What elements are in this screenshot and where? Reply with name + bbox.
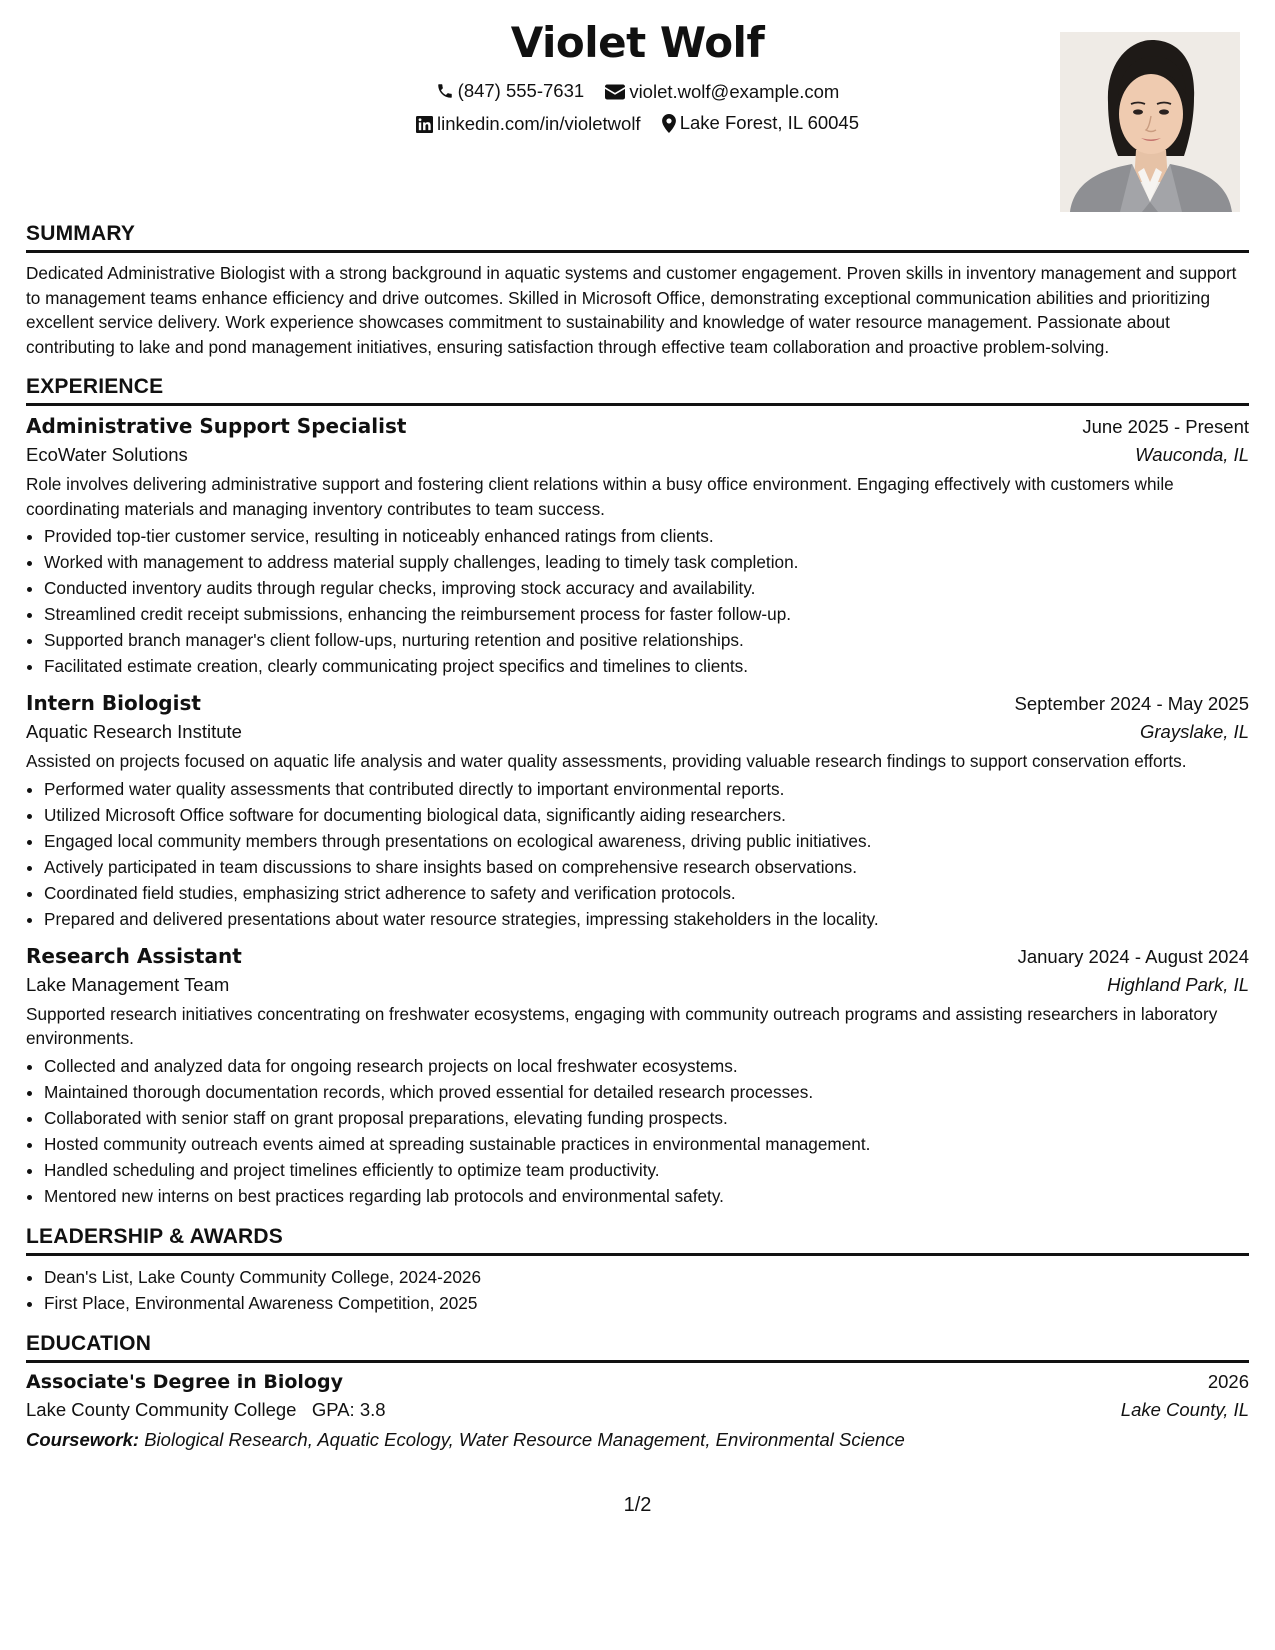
- job-company: Lake Management Team: [26, 973, 230, 995]
- envelope-icon: [605, 84, 625, 100]
- job-bullet: • Actively participated in team discussions to share insights based on comprehensive research observations.: [44, 854, 1249, 880]
- map-pin-icon: [662, 114, 676, 133]
- leadership-heading: LEADERSHIP & AWARDS: [26, 1225, 1249, 1256]
- portrait-image: [1060, 32, 1240, 212]
- job-bullet: • Engaged local community members through presentations on ecological awareness, driving public initiatives.: [44, 828, 1249, 854]
- job-dates: January 2024 - August 2024: [1017, 945, 1249, 967]
- job-bullet: • Maintained thorough documentation records, which proved essential for detailed research processes.: [44, 1079, 1249, 1105]
- resume-header: [26, 0, 1249, 222]
- job-bullets: [26, 523, 1249, 679]
- school-line: [26, 1399, 386, 1421]
- job-bullet: • Mentored new interns on best practices regarding lab protocols and environmental safety.: [44, 1183, 1249, 1209]
- summary-section: [26, 222, 1249, 359]
- job-bullet: • Streamlined credit receipt submissions, enhancing the reimbursement process for faster follow-up.: [44, 601, 1249, 627]
- summary-text: Dedicated Administrative Biologist with a strong background in aquatic systems and customer engagement. Proven skills in inventory management and support to management teams enhance efficiency and drive outcomes. Skilled in Microsoft Office, demonstrating exceptional communication abilities and prioritizing excellent service delivery. Work experience showcases commitment to sustainability and knowledge of water resource management. Passionate about contributing to lake and pond management initiatives, ensuring satisfaction through effective team collaboration and proactive problem-solving.: [26, 263, 1237, 357]
- contact-location: [662, 112, 859, 134]
- profile-photo: [1060, 32, 1240, 212]
- resume-page: [26, 0, 1249, 1650]
- job-bullet: • Conducted inventory audits through regular checks, improving stock accuracy and availability.: [44, 575, 1249, 601]
- job-bullet: • Hosted community outreach events aimed at spreading sustainable practices in environmental management.: [44, 1131, 1249, 1157]
- contact-linkedin[interactable]: [416, 113, 641, 135]
- job-bullet: • Utilized Microsoft Office software for documenting biological data, significantly aiding researchers.: [44, 802, 1249, 828]
- summary-heading: SUMMARY: [26, 222, 1249, 253]
- email-text: violet.wolf@example.com: [629, 81, 840, 102]
- job-entry: [26, 691, 1249, 932]
- education-heading: EDUCATION: [26, 1332, 1249, 1363]
- awards-list: [26, 1264, 1249, 1316]
- linkedin-text: linkedin.com/in/violetwolf: [436, 113, 641, 134]
- page-number: 1/2: [623, 1494, 652, 1516]
- contact-phone: [436, 80, 585, 102]
- graduation-year: 2026: [1207, 1370, 1249, 1392]
- job-title: Administrative Support Specialist: [26, 414, 407, 438]
- job-bullet: • Worked with management to address material supply challenges, leading to timely task completion.: [44, 549, 1249, 575]
- candidate-name: Violet Wolf: [510, 18, 765, 67]
- gpa: GPA: 3.8: [311, 1398, 386, 1420]
- job-entry: [26, 414, 1249, 679]
- linkedin-icon: [416, 116, 433, 133]
- job-bullet: • Performed water quality assessments that contributed directly to important environmental reports.: [44, 776, 1249, 802]
- job-location: Highland Park, IL: [1107, 973, 1249, 995]
- job-description: Supported research initiatives concentrating on freshwater ecosystems, engaging with community outreach programs and assisting researchers in laboratory environments.: [26, 1003, 1218, 1048]
- job-bullets: [26, 1053, 1249, 1209]
- job-bullet: • Handled scheduling and project timelines efficiently to optimize team productivity.: [44, 1157, 1249, 1183]
- coursework-label: Coursework:: [26, 1428, 140, 1450]
- job-title: Research Assistant: [26, 943, 242, 968]
- school-location: Lake County, IL: [1120, 1398, 1249, 1420]
- experience-section: [26, 375, 1249, 1209]
- job-location: Grayslake, IL: [1140, 721, 1249, 742]
- job-description: Role involves delivering administrative support and fostering client relations within a busy office environment. Engaging effectively with customers while coordinating materials and managing inventory contributes to team success.: [26, 474, 1174, 519]
- job-dates: June 2025 - Present: [1082, 416, 1249, 437]
- contact-email[interactable]: [605, 81, 839, 103]
- school-name: Lake County Community College: [26, 1398, 297, 1420]
- job-location: Wauconda, IL: [1135, 444, 1249, 465]
- phone-icon: [436, 82, 454, 100]
- leadership-section: [26, 1225, 1249, 1316]
- job-company: EcoWater Solutions: [26, 444, 188, 465]
- job-bullet: • Facilitated estimate creation, clearly communicating project specifics and timelines to clients.: [44, 653, 1249, 679]
- job-entry: [26, 944, 1249, 1209]
- job-bullet: • Collected and analyzed data for ongoing research projects on local freshwater ecosystems.: [44, 1053, 1249, 1079]
- award-item: • First Place, Environmental Awareness Competition, 2025: [44, 1290, 1249, 1316]
- coursework-list: Biological Research, Aquatic Ecology, Water Resource Management, Environmental Science: [144, 1428, 905, 1450]
- job-bullet: • Prepared and delivered presentations about water resource strategies, impressing stakeholders in the locality.: [44, 906, 1249, 932]
- job-bullet: • Provided top-tier customer service, resulting in noticeably enhanced ratings from clients.: [44, 523, 1249, 549]
- location-text: Lake Forest, IL 60045: [679, 112, 860, 133]
- phone-text: (847) 555-7631: [457, 80, 585, 101]
- education-section: [26, 1332, 1249, 1451]
- coursework-line: [26, 1429, 1249, 1451]
- job-bullet: • Collaborated with senior staff on grant proposal preparations, elevating funding prospects.: [44, 1105, 1249, 1131]
- award-item: • Dean's List, Lake County Community College, 2024-2026: [44, 1264, 1249, 1290]
- job-bullet: • Supported branch manager's client follow-ups, nurturing retention and positive relationships.: [44, 627, 1249, 653]
- job-description: Assisted on projects focused on aquatic life analysis and water quality assessments, providing valuable research findings to support conservation efforts.: [26, 751, 1187, 771]
- job-bullet: • Coordinated field studies, emphasizing strict adherence to safety and verification protocols.: [44, 880, 1249, 906]
- experience-heading: EXPERIENCE: [26, 375, 1249, 406]
- degree-name: Associate's Degree in Biology: [26, 1370, 343, 1393]
- job-company: Aquatic Research Institute: [26, 721, 242, 742]
- job-title: Intern Biologist: [26, 691, 201, 715]
- job-bullets: [26, 776, 1249, 932]
- job-dates: September 2024 - May 2025: [1014, 693, 1249, 714]
